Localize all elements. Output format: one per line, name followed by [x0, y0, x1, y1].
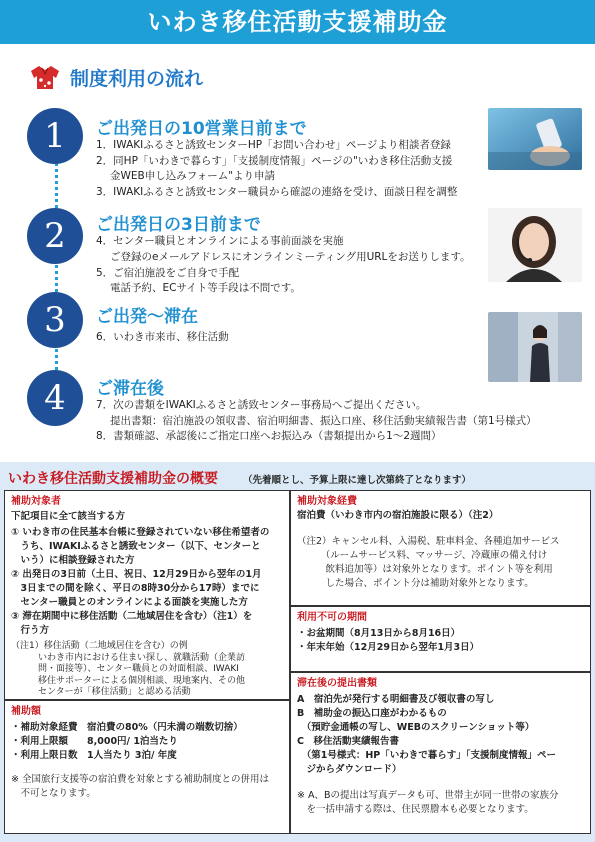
- step-4-line: 8．書類確認、承認後にご指定口座へお振込み（書類提出から1～2週間）: [96, 430, 442, 442]
- documents-line: C 移住活動実績報告書: [297, 736, 399, 747]
- documents-note: ※ A、Bの提出は写真データも可、世帯主が同一世帯の家族分: [297, 790, 559, 801]
- photo-hand-smartphone: [488, 108, 582, 170]
- unavailable-box: [290, 606, 591, 672]
- expense-note: （ルームサービス料、マッサージ、冷蔵庫の備え付け: [297, 550, 548, 561]
- expense-box: [290, 490, 591, 606]
- target-line: 3日までの間を除く、平日の8時30分から17時）までに: [11, 583, 260, 594]
- target-note: センターが「移住活動」と認める活動: [11, 687, 191, 697]
- documents-line: （預貯金通帳の写し、WEBのスクリーンショット等）: [297, 722, 535, 733]
- overview-note: （先着順とし、予算上限に達し次第終了となります）: [243, 475, 472, 486]
- amount-heading: 補助額: [11, 706, 41, 717]
- timeline-dotted-line: [55, 150, 58, 400]
- expense-note: した場合、ポイント分は補助対象外となります。: [297, 578, 534, 589]
- documents-line: （第1号様式：HP「いわきで暮らす」「支援制度情報」ペー: [297, 750, 557, 761]
- amount-line: ・利用上限日数 1人当たり 3泊/ 年度: [11, 750, 177, 761]
- step-1-line: 3．IWAKIふるさと誘致センター職員から確認の連絡を受け、面談日程を調整: [96, 186, 458, 198]
- step-4-line: 提出書類：宿泊施設の領収書、宿泊明細書、振込口座、移住活動実績報告書（第1号様式）: [110, 415, 537, 427]
- step-2-line: 電話予約、ECサイト等手段は不問です。: [110, 282, 301, 294]
- amount-box: [4, 700, 290, 834]
- target-line: センター職員とのオンラインによる面談を実施した方: [11, 597, 248, 608]
- photo-businesswoman-walking: [488, 312, 582, 382]
- target-line: ② 出発日の3日前（土日、祝日、12月29日から翌年の1月: [11, 569, 262, 580]
- step-number-3: 3: [27, 292, 83, 348]
- target-note: いわき市内における住まい探し、就職活動（企業訪: [11, 652, 246, 663]
- step-2-line: ご登録のeメールアドレスにオンラインミーティング用URLをお送りします。: [110, 251, 471, 263]
- target-note: 移住サポーターによる個別相談、現地案内、その他: [11, 675, 246, 686]
- step-1-line: 2．同HP「いわきで暮らす」「支援制度情報」ページの"いわき移住活動支援: [96, 155, 453, 167]
- expense-note: （注2）キャンセル料、入湯税、駐車料金、各種追加サービス: [297, 536, 560, 547]
- target-line: ① いわき市の住民基本台帳に登録されていない移住希望者の: [11, 527, 270, 538]
- target-line: 行う方: [11, 625, 50, 636]
- step-heading-3: ご出発～滞在: [96, 307, 198, 327]
- amount-line: ・利用上限額 8,000円/ 1泊当たり: [11, 736, 178, 747]
- step-1-line: 金WEB申し込みフォーム"より申請: [110, 170, 276, 182]
- expense-note: 飲料追加等）は対象外となります。ポイント等を利用: [297, 564, 553, 575]
- step-heading-2: ご出発日の3日前まで: [96, 215, 261, 235]
- aloha-shirt-icon: [30, 64, 60, 90]
- step-number-2: 2: [27, 208, 83, 264]
- step-heading-4: ご滞在後: [96, 379, 164, 399]
- documents-line: B 補助金の振込口座がわかるもの: [297, 708, 447, 719]
- target-note: 問・面接等）、センター職員との対面相談、IWAKI: [11, 664, 239, 674]
- expense-main: 宿泊費（いわき市内の宿泊施設に限る）（注2）: [297, 510, 499, 521]
- expense-heading: 補助対象経費: [297, 496, 357, 507]
- amount-note: ※ 全国旅行支援等の宿泊費を対象とする補助制度との併用は: [11, 774, 269, 785]
- target-intro: 下記項目に全て該当する方: [11, 511, 126, 522]
- target-heading: 補助対象者: [11, 496, 61, 507]
- flow-section-title: [30, 62, 203, 92]
- target-line: ③ 滞在期間中に移住活動（二地域居住を含む）（注1）を: [11, 611, 253, 622]
- step-2-line: 4．センター職員とオンラインによる事前面談を実施: [96, 235, 344, 247]
- photo-operator-woman: [488, 208, 582, 282]
- documents-line: ジからダウンロード）: [297, 764, 402, 775]
- unavailable-line: ・お盆期間（8月13日から8月16日）: [297, 628, 461, 639]
- step-4-line: 7．次の書類をIWAKIふるさと誘致センター事務局へご提出ください。: [96, 399, 427, 411]
- step-3-line: 6．いわき市来市、移住活動: [96, 331, 229, 343]
- target-note: （注1）移住活動（二地域居住を含む）の例: [11, 641, 188, 651]
- amount-line: ・補助対象経費 宿泊費の80%（円未満の端数切捨）: [11, 722, 243, 733]
- amount-note: 不可となります。: [11, 788, 96, 799]
- overview-title: いわき移住活動支援補助金の概要: [8, 471, 218, 487]
- unavailable-heading: 利用不可の期間: [297, 612, 367, 623]
- step-2-line: 5．ご宿泊施設をご自身で手配: [96, 267, 240, 279]
- documents-box: [290, 672, 591, 834]
- target-line: いう）に相談登録された方: [11, 555, 135, 566]
- flow-title-label: 制度利用の流れ: [70, 67, 204, 90]
- documents-note: を一括申請する際は、住民票謄本も必要となります。: [297, 804, 534, 815]
- documents-line: A 宿泊先が発行する明細書及び領収書の写し: [297, 694, 495, 705]
- target-line: うち、IWAKIふるさと誘致センター（以下、センターと: [11, 541, 261, 552]
- target-box: [4, 490, 290, 700]
- unavailable-line: ・年末年始（12月29日から翌年1月3日）: [297, 642, 480, 653]
- page-title: いわき移住活動支援補助金: [0, 0, 595, 44]
- step-1-line: 1．IWAKIふるさと誘致センターHP「お問い合わせ」ページより相談者登録: [96, 139, 451, 151]
- documents-heading: 滞在後の提出書類: [297, 678, 377, 689]
- step-number-1: 1: [27, 108, 83, 164]
- step-number-4: 4: [27, 370, 83, 426]
- step-heading-1: ご出発日の10営業日前まで: [96, 119, 307, 139]
